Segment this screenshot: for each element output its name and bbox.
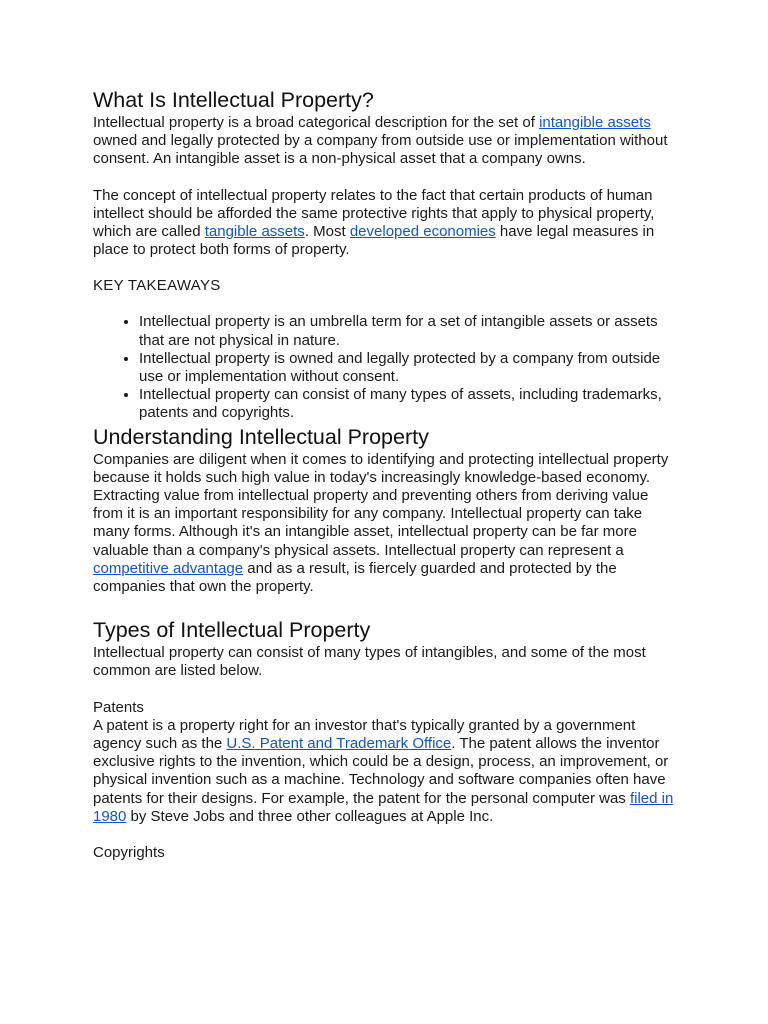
text-segment: . The patent allows the inventor exclusive rights to the invention, which could be a design, process, an improvement, or physical invention such as a machine. Technology and software companies often have patents for their designs. For example, the patent for the personal computer was xyxy=(93,735,669,807)
text-segment: and as a result, is fiercely guarded and protected by the companies that own the property. xyxy=(93,559,617,596)
paragraph-ip-definition xyxy=(93,114,676,169)
spacer xyxy=(93,169,676,187)
heading-what-is-ip: What Is Intellectual Property? xyxy=(93,88,374,112)
key-takeaways-heading: KEY TAKEAWAYS xyxy=(93,277,221,295)
heading-understanding-ip: Understanding Intellectual Property xyxy=(93,424,429,449)
text-segment: Intellectual property is a broad categorical description for the set of xyxy=(93,114,540,131)
spacer xyxy=(93,826,676,844)
spacer xyxy=(93,681,676,699)
text-segment: have legal measures in place to protect both forms of property. xyxy=(93,223,655,259)
text-segment: The concept of intellectual property relates to the fact that certain products of human intellect should be afforded the same protective rights that apply to physical property, which are called xyxy=(93,186,655,241)
text-segment: . Most xyxy=(304,223,350,241)
text-segment: owned and legally protected by a company from outside use or implementation without consent. An intangible asset is a non-physical asset that a company owns. xyxy=(93,132,668,168)
spacer xyxy=(93,259,676,277)
text-segment: A patent is a property right for an investor that's typically granted by a government agency such as the xyxy=(93,716,636,753)
link-uspto[interactable]: U.S. Patent and Trademark Office xyxy=(226,735,452,753)
paragraph-ip-concept xyxy=(93,187,676,260)
link-competitive-advantage[interactable]: competitive advantage xyxy=(93,559,244,577)
link-tangible-assets[interactable]: tangible assets xyxy=(204,223,305,241)
key-takeaways-list xyxy=(93,313,676,422)
link-developed-economies[interactable]: developed economies xyxy=(349,223,496,241)
list-item: • Intellectual property is an umbrella term for a set of intangible assets or assets that are not physical in nature. xyxy=(139,313,676,349)
text-segment: by Steve Jobs and three other colleagues at Apple Inc. xyxy=(126,807,494,825)
spacer xyxy=(93,596,676,616)
link-intangible-assets[interactable]: intangible assets xyxy=(539,114,651,131)
list-item: • Intellectual property can consist of many types of assets, including trademarks, patents and copyrights. xyxy=(139,386,676,422)
subheading-copyrights: Copyrights xyxy=(93,844,165,862)
paragraph-patents xyxy=(93,717,676,826)
heading-types-of-ip: Types of Intellectual Property xyxy=(93,618,371,643)
paragraph-types-intro: Intellectual property can consist of many types of intangibles, and some of the most common are listed below. xyxy=(93,644,646,680)
paragraph-understanding-ip xyxy=(93,451,676,597)
subheading-patents: Patents xyxy=(93,698,144,716)
list-item: • Intellectual property is owned and legally protected by a company from outside use or implementation without consent. xyxy=(139,350,676,386)
link-filed-in-1980[interactable]: filed in 1980 xyxy=(93,789,674,825)
text-segment: Companies are diligent when it comes to identifying and protecting intellectual property because it holds such high value in today's increasingly knowledge-based economy. Extracting value from intellectual property and preventing others from deriving value from it is an important responsibility for any company. Intellectual property can take many forms. Although it's an intangible asset, intellectual property can be far more valuable than a company's physical assets. Intellectual property can represent a xyxy=(93,450,669,559)
